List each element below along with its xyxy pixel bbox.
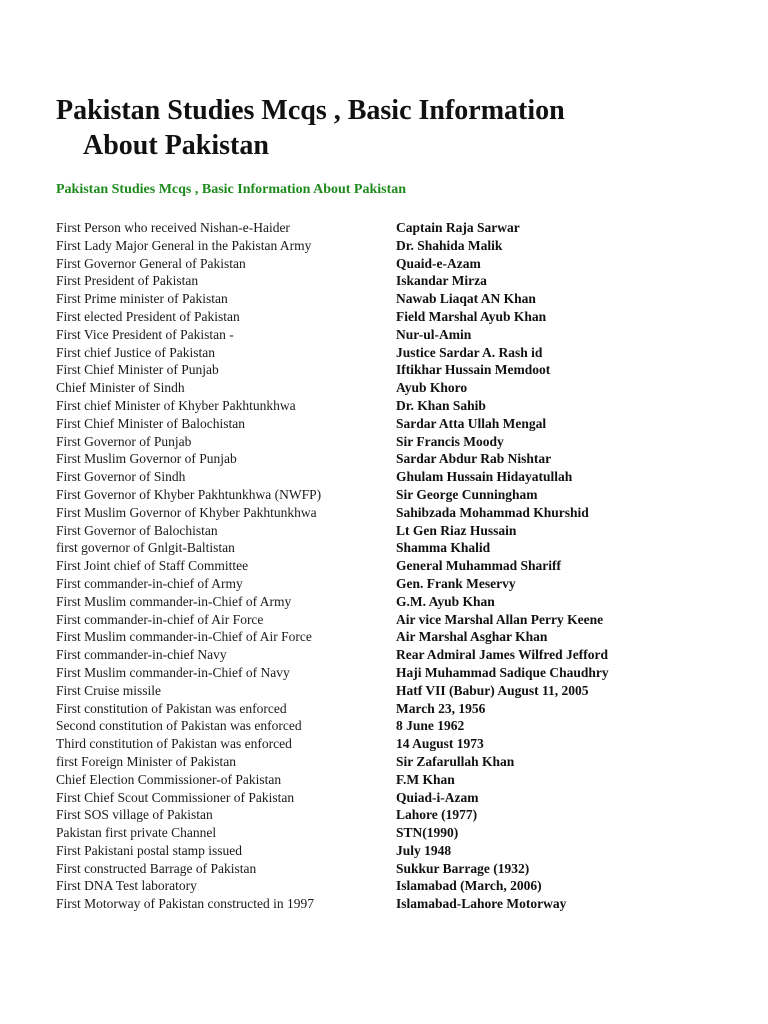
fact-label: First Joint chief of Staff Committee [56, 558, 249, 574]
fact-value: Ghulam Hussain Hidayatullah [396, 469, 573, 485]
fact-label: First Cruise missile [56, 682, 162, 698]
fact-row [56, 824, 696, 842]
fact-value: Nawab Liaqat AN Khan [396, 291, 536, 307]
fact-value: STN(1990) [396, 825, 459, 841]
fact-row [56, 237, 696, 255]
fact-label: First Chief Minister of Punjab [56, 362, 219, 378]
fact-row [56, 486, 696, 504]
fact-label: First President of Pakistan [56, 273, 199, 289]
fact-label: first Foreign Minister of Pakistan [56, 753, 236, 769]
fact-label: First Muslim Governor of Punjab [56, 451, 237, 467]
fact-label: Pakistan first private Channel [56, 825, 217, 841]
fact-row [56, 255, 696, 273]
fact-row [56, 504, 696, 522]
fact-label: First Lady Major General in the Pakistan Army [56, 237, 312, 253]
fact-row [56, 611, 696, 629]
fact-label: First Chief Minister of Balochistan [56, 415, 245, 431]
fact-value: Hatf VII (Babur) August 11, 2005 [396, 682, 589, 698]
fact-row [56, 735, 696, 753]
fact-value: Islamabad (March, 2006) [396, 878, 542, 894]
fact-row [56, 450, 696, 468]
fact-value: Captain Raja Sarwar [396, 220, 520, 235]
fact-value: Sardar Atta Ullah Mengal [396, 415, 547, 431]
fact-value: Shamma Khalid [396, 540, 491, 556]
fact-row [56, 433, 696, 451]
fact-row [56, 842, 696, 860]
fact-label: First Governor of Khyber Pakhtunkhwa (NWFP) [56, 486, 322, 502]
fact-row [56, 539, 696, 557]
fact-row [56, 771, 696, 789]
fact-row [56, 361, 696, 379]
fact-value: Sardar Abdur Rab Nishtar [396, 451, 552, 467]
fact-value: Quaid-e-Azam [396, 255, 481, 271]
fact-row [56, 415, 696, 433]
fact-row [56, 379, 696, 397]
page-subtitle: Pakistan Studies Mcqs , Basic Information About Pakistan [56, 182, 407, 197]
fact-label: First Governor General of Pakistan [56, 255, 246, 271]
fact-value: Sukkur Barrage (1932) [396, 860, 530, 876]
fact-value: Justice Sardar A. Rash id [396, 344, 543, 360]
fact-value: Air Marshal Asghar Khan [396, 629, 548, 645]
fact-value: March 23, 1956 [396, 700, 486, 716]
fact-row [56, 895, 696, 913]
fact-label: First constitution of Pakistan was enforced [56, 700, 287, 716]
fact-value: Gen. Frank Meservy [396, 575, 516, 591]
fact-label: First Prime minister of Pakistan [56, 291, 228, 307]
fact-label: First Muslim commander-in-Chief of Air Force [56, 629, 312, 645]
fact-label: First commander-in-chief Navy [56, 647, 227, 663]
fact-value: 8 June 1962 [396, 718, 465, 734]
fact-label: First SOS village of Pakistan [56, 807, 213, 823]
fact-label: First Chief Scout Commissioner of Pakistan [56, 789, 295, 805]
fact-label: First Governor of Punjab [56, 433, 192, 449]
fact-row [56, 308, 696, 326]
fact-label: First DNA Test laboratory [56, 878, 197, 894]
fact-row [56, 877, 696, 895]
fact-value: Dr. Khan Sahib [396, 397, 486, 413]
fact-row [56, 646, 696, 664]
fact-value: General Muhammad Shariff [396, 558, 561, 574]
fact-label: First commander-in-chief of Air Force [56, 611, 264, 627]
fact-row [56, 290, 696, 308]
fact-row [56, 575, 696, 593]
fact-row [56, 717, 696, 735]
fact-value: Iftikhar Hussain Memdoot [396, 362, 551, 378]
fact-row [56, 753, 696, 771]
fact-label: first governor of Gnlgit-Baltistan [56, 540, 235, 556]
fact-row [56, 860, 696, 878]
fact-label: First commander-in-chief of Army [56, 575, 243, 591]
fact-value: Air vice Marshal Allan Perry Keene [396, 611, 604, 627]
fact-row [56, 557, 696, 575]
fact-row [56, 806, 696, 824]
fact-label: First chief Justice of Pakistan [56, 344, 215, 360]
fact-label: Third constitution of Pakistan was enforced [56, 736, 292, 752]
fact-row [56, 326, 696, 344]
fact-label: Chief Minister of Sindh [56, 380, 185, 396]
fact-row [56, 628, 696, 646]
fact-label: First Governor of Sindh [56, 469, 186, 485]
fact-value: Sir Francis Moody [396, 433, 504, 449]
fact-value: Sir George Cunningham [396, 486, 538, 502]
fact-label: Second constitution of Pakistan was enforced [56, 718, 302, 734]
fact-label: First chief Minister of Khyber Pakhtunkhwa [56, 397, 296, 413]
fact-row [56, 219, 696, 237]
fact-value: Field Marshal Ayub Khan [396, 308, 547, 324]
fact-value: Dr. Shahida Malik [396, 237, 503, 253]
fact-value: Iskandar Mirza [396, 273, 487, 289]
fact-value: Rear Admiral James Wilfred Jefford [396, 647, 608, 663]
fact-label: First Governor of Balochistan [56, 522, 218, 538]
fact-label: First Person who received Nishan-e-Haider [56, 220, 290, 235]
fact-value: Lt Gen Riaz Hussain [396, 522, 517, 538]
fact-value: G.M. Ayub Khan [396, 593, 495, 609]
fact-label: First Muslim commander-in-Chief of Army [56, 593, 292, 609]
fact-row [56, 789, 696, 807]
fact-value: F.M Khan [396, 771, 455, 787]
fact-label: First Muslim commander-in-Chief of Navy [56, 664, 290, 680]
fact-value: July 1948 [396, 842, 452, 858]
page-title [56, 93, 676, 163]
fact-row [56, 682, 696, 700]
facts-list [56, 219, 696, 913]
fact-value: Sahibzada Mohammad Khurshid [396, 504, 589, 520]
fact-value: Ayub Khoro [396, 380, 468, 396]
fact-row [56, 593, 696, 611]
fact-label: First elected President of Pakistan [56, 308, 240, 324]
fact-label: First Pakistani postal stamp issued [56, 842, 243, 858]
fact-row [56, 397, 696, 415]
fact-value: 14 August 1973 [396, 736, 484, 752]
fact-value: Sir Zafarullah Khan [396, 753, 515, 769]
fact-label: First constructed Barrage of Pakistan [56, 860, 257, 876]
fact-row [56, 522, 696, 540]
page-title-line-2: About Pakistan [83, 130, 269, 161]
fact-row [56, 664, 696, 682]
fact-label: First Vice President of Pakistan - [56, 326, 234, 342]
fact-row [56, 272, 696, 290]
fact-label: Chief Election Commissioner-of Pakistan [56, 771, 282, 787]
fact-value: Quiad-i-Azam [396, 789, 479, 805]
page-title-line-1: Pakistan Studies Mcqs , Basic Information [56, 95, 565, 126]
fact-row [56, 344, 696, 362]
fact-value: Haji Muhammad Sadique Chaudhry [396, 664, 609, 680]
fact-row [56, 468, 696, 486]
fact-value: Lahore (1977) [396, 807, 478, 823]
fact-value: Nur-ul-Amin [396, 326, 472, 342]
fact-label: First Muslim Governor of Khyber Pakhtunkhwa [56, 504, 317, 520]
fact-value: Islamabad-Lahore Motorway [396, 896, 567, 912]
fact-label: First Motorway of Pakistan constructed in 1997 [56, 896, 314, 912]
fact-row [56, 700, 696, 718]
